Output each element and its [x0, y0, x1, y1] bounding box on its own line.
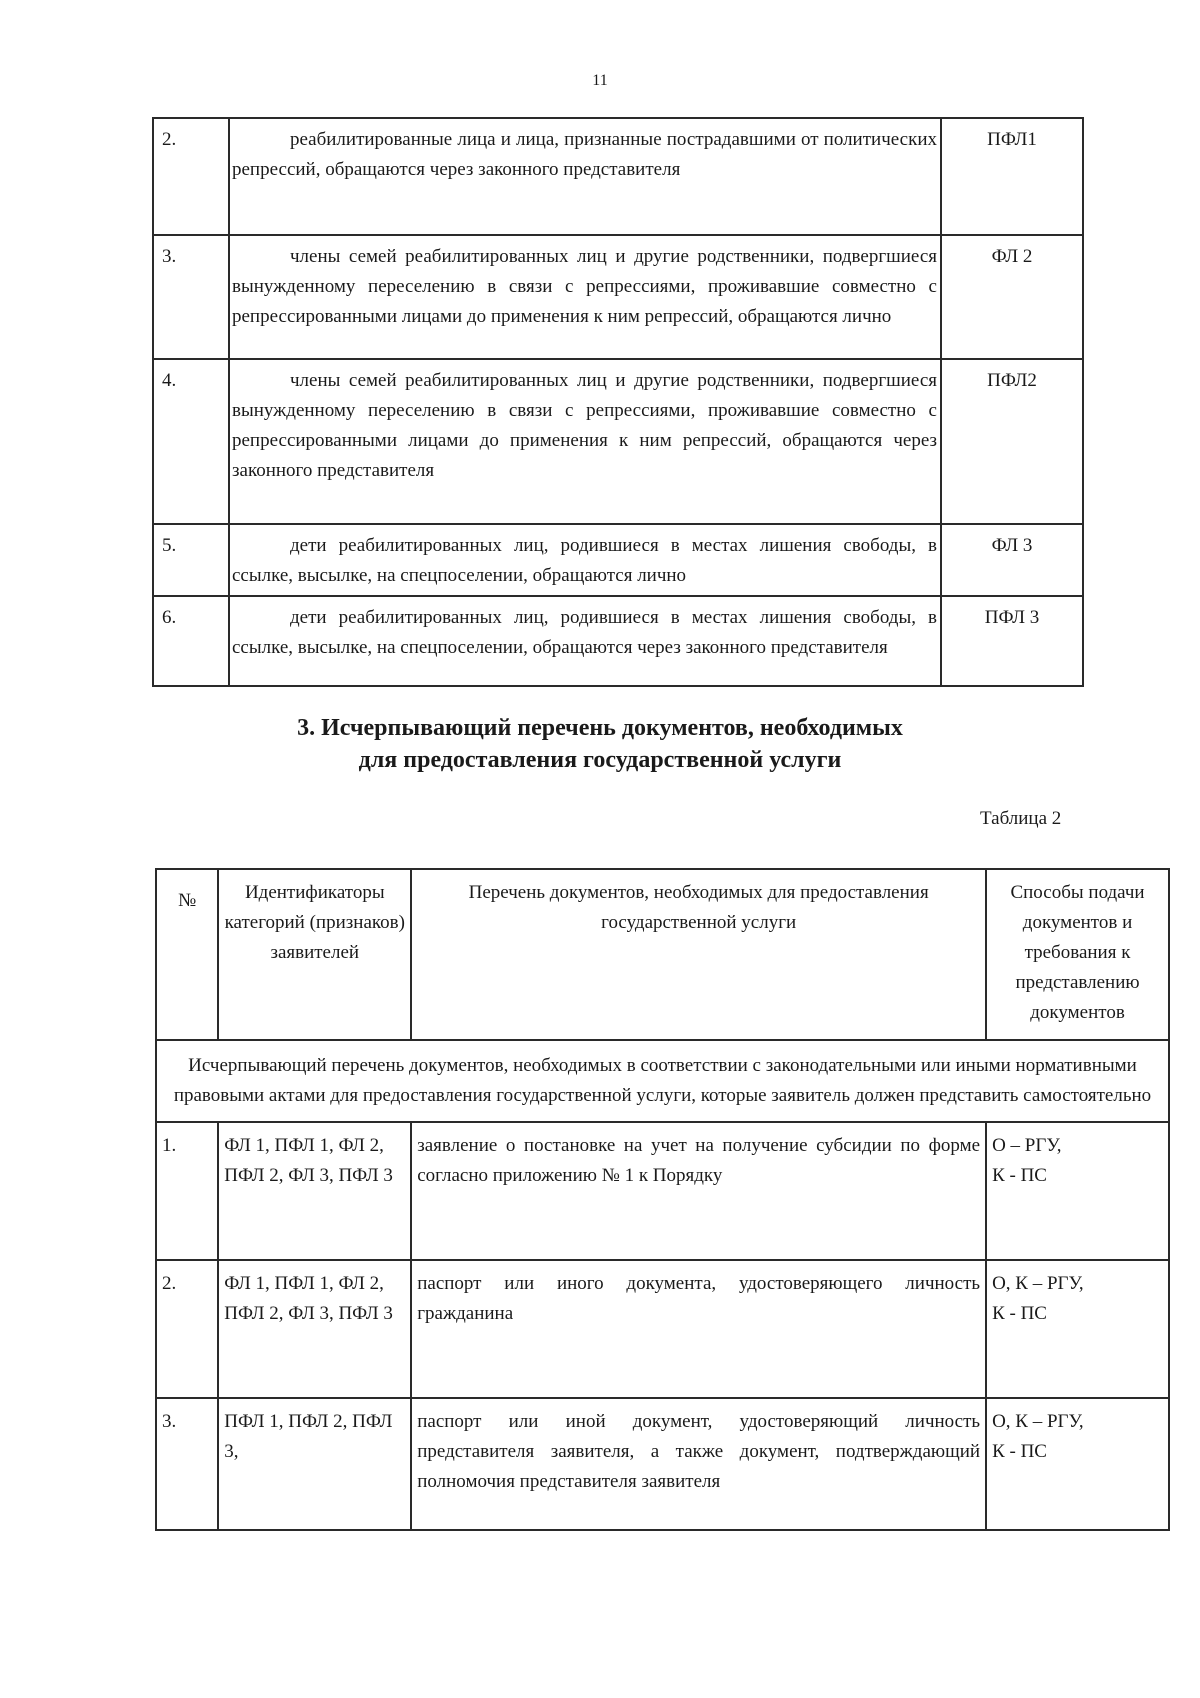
- table-row: [153, 235, 1083, 359]
- table-row: [156, 1398, 1169, 1530]
- row-number: 4.: [153, 359, 229, 524]
- table-row: [156, 1260, 1169, 1398]
- category-code: ФЛ 3: [941, 524, 1083, 596]
- row-document: заявление о постановке на учет на получение субсидии по форме согласно приложению № 1 к Порядку: [411, 1122, 986, 1260]
- row-number: 6.: [153, 596, 229, 686]
- category-description: дети реабилитированных лиц, родившиеся в местах лишения свободы, в ссылке, высылке, на спецпоселении, обращаются через законного представителя: [229, 596, 941, 686]
- header-methods: Способы подачи документов и требования к представлению документов: [986, 869, 1169, 1040]
- row-document: паспорт или иной документ, удостоверяющий личность представителя заявителя, а также документ, подтверждающий полномочия представителя заявителя: [411, 1398, 986, 1530]
- table-subheader-row: [156, 1040, 1169, 1122]
- method-line: О, К – РГУ,: [992, 1411, 1084, 1432]
- section-title-line: для предоставления государственной услуги: [358, 747, 842, 773]
- table-caption: Таблица 2: [980, 808, 1062, 829]
- category-code: ПФЛ2: [941, 359, 1083, 524]
- table-row: [153, 596, 1083, 686]
- page-number: 11: [592, 72, 608, 89]
- row-number: 1.: [156, 1122, 218, 1260]
- row-identifiers: ФЛ 1, ПФЛ 1, ФЛ 2, ПФЛ 2, ФЛ 3, ПФЛ 3: [218, 1122, 411, 1260]
- category-code: ПФЛ1: [941, 118, 1083, 235]
- row-number: 5.: [153, 524, 229, 596]
- subheader-text: Исчерпывающий перечень документов, необходимых в соответствии с законодательными или иными нормативными правовыми актами для предоставления государственной услуги, которые заявитель должен представить самостоятельно: [156, 1040, 1169, 1122]
- row-methods: [986, 1260, 1169, 1398]
- row-methods: [986, 1398, 1169, 1530]
- category-description: реабилитированные лица и лица, признанные пострадавшими от политических репрессий, обращаются через законного представителя: [229, 118, 941, 235]
- header-identifiers: Идентификаторы категорий (признаков) заявителей: [218, 869, 411, 1040]
- row-number: 2.: [156, 1260, 218, 1398]
- table-row: [153, 118, 1083, 235]
- table-row: [153, 524, 1083, 596]
- header-documents: Перечень документов, необходимых для предоставления государственной услуги: [411, 869, 986, 1040]
- method-line: О, К – РГУ,: [992, 1273, 1084, 1294]
- table-header-row: [156, 869, 1169, 1040]
- row-number: 3.: [153, 235, 229, 359]
- category-description: члены семей реабилитированных лиц и другие родственники, подвергшиеся вынужденному переселению в связи с репрессиями, проживавшие совместно с репрессированными лицами до применения к ним репрессий, обращаются через законного представителя: [229, 359, 941, 524]
- section-title-line: 3. Исчерпывающий перечень документов, необходимых: [297, 715, 903, 741]
- row-methods: [986, 1122, 1169, 1260]
- category-code: ФЛ 2: [941, 235, 1083, 359]
- section-title: [150, 712, 1050, 776]
- header-num: №: [156, 869, 218, 1040]
- method-line: К - ПС: [992, 1441, 1047, 1462]
- method-line: К - ПС: [992, 1165, 1047, 1186]
- category-description: члены семей реабилитированных лиц и другие родственники, подвергшиеся вынужденному переселению в связи с репрессиями, проживавшие совместно с репрессированными лицами до применения к ним репрессий, обращаются лично: [229, 235, 941, 359]
- row-number: 2.: [153, 118, 229, 235]
- category-description: дети реабилитированных лиц, родившиеся в местах лишения свободы, в ссылке, высылке, на спецпоселении, обращаются лично: [229, 524, 941, 596]
- applicant-categories-table: [152, 117, 1084, 687]
- documents-table: [155, 868, 1170, 1531]
- row-document: паспорт или иного документа, удостоверяющего личность гражданина: [411, 1260, 986, 1398]
- table-row: [156, 1122, 1169, 1260]
- method-line: О – РГУ,: [992, 1135, 1062, 1156]
- table-row: [153, 359, 1083, 524]
- row-identifiers: ФЛ 1, ПФЛ 1, ФЛ 2, ПФЛ 2, ФЛ 3, ПФЛ 3: [218, 1260, 411, 1398]
- method-line: К - ПС: [992, 1303, 1047, 1324]
- row-number: 3.: [156, 1398, 218, 1530]
- category-code: ПФЛ 3: [941, 596, 1083, 686]
- row-identifiers: ПФЛ 1, ПФЛ 2, ПФЛ 3,: [218, 1398, 411, 1530]
